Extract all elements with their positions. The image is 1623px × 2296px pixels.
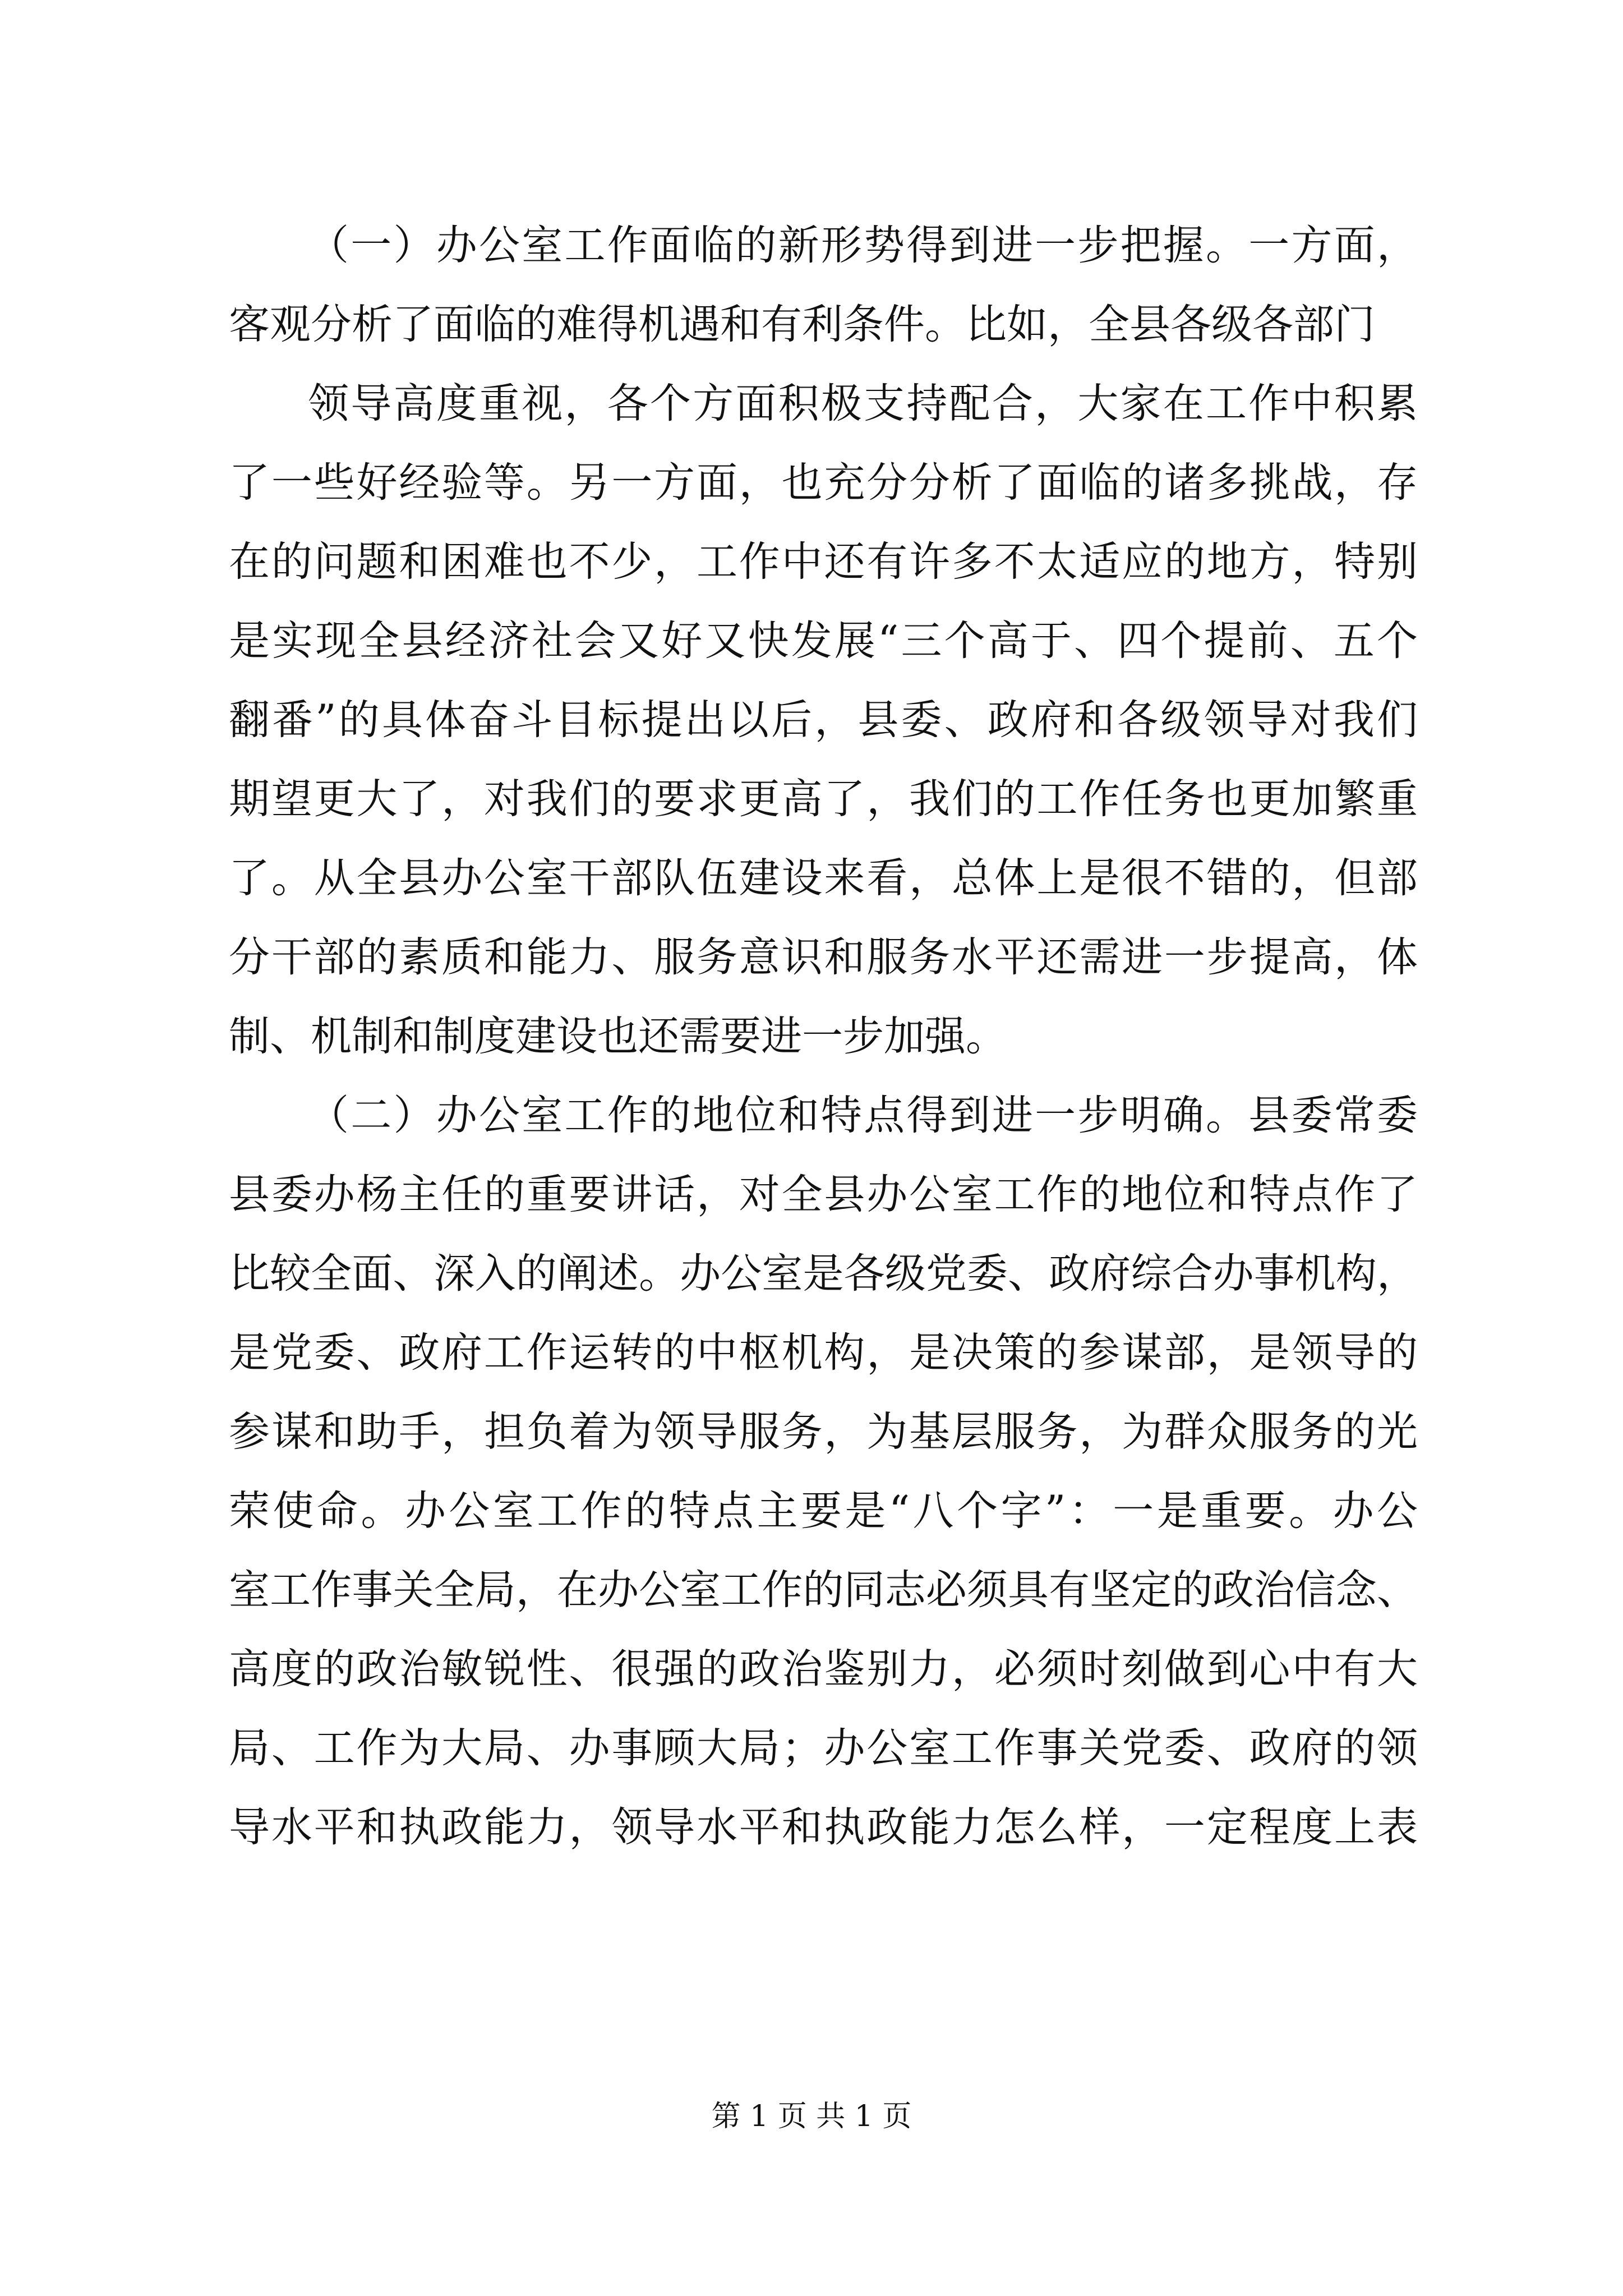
text-line: 局、工作为大局、办事顾大局；办公室工作事关党委、政府的领: [229, 1724, 1418, 1772]
text-line: 在的问题和困难也不少，工作中还有许多不太适应的地方，特别: [229, 538, 1418, 586]
text-line: 高度的政治敏锐性、很强的政治鉴别力，必须时刻做到心中有大: [229, 1645, 1418, 1693]
text-line: 是党委、政府工作运转的中枢机构，是决策的参谋部，是领导的: [229, 1329, 1418, 1377]
text-line: 室工作事关全局，在办公室工作的同志必须具有坚定的政治信念、: [229, 1566, 1418, 1614]
text-line: 领导高度重视，各个方面积极支持配合，大家在工作中积累: [308, 380, 1418, 427]
text-line: 县委办杨主任的重要讲话，对全县办公室工作的地位和特点作了: [229, 1171, 1418, 1218]
text-line: 制、机制和制度建设也还需要进一步加强。: [229, 1013, 1007, 1060]
text-line: 参谋和助手，担负着为领导服务，为基层服务，为群众服务的光: [229, 1408, 1418, 1456]
text-line: 了一些好经验等。另一方面，也充分分析了面临的诸多挑战，存: [229, 459, 1418, 507]
text-line: 期望更大了，对我们的要求更高了，我们的工作任务也更加繁重: [229, 775, 1418, 823]
text-line: 导水平和执政能力，领导水平和执政能力怎么样，一定程度上表: [229, 1803, 1418, 1851]
text-line: （一）办公室工作面临的新形势得到进一步把握。一方面，: [308, 222, 1418, 269]
page-number-footer: 第 1 页 共 1 页: [711, 2100, 912, 2133]
text-line: 是实现全县经济社会又好又快发展“三个高于、四个提前、五个: [229, 617, 1418, 665]
text-line: 分干部的素质和能力、服务意识和服务水平还需进一步提高，体: [229, 933, 1418, 981]
text-line: （二）办公室工作的地位和特点得到进一步明确。县委常委: [308, 1092, 1418, 1139]
text-line: 比较全面、深入的阐述。办公室是各级党委、政府综合办事机构，: [229, 1250, 1418, 1297]
text-line: 了。从全县办公室干部队伍建设来看，总体上是很不错的，但部: [229, 854, 1418, 902]
text-line: 荣使命。办公室工作的特点主要是“八个字”：一是重要。办公: [229, 1487, 1418, 1535]
text-line: 客观分析了面临的难得机遇和有利条件。比如，全县各级各部门: [229, 301, 1375, 348]
text-line: 翻番”的具体奋斗目标提出以后，县委、政府和各级领导对我们: [229, 696, 1418, 744]
